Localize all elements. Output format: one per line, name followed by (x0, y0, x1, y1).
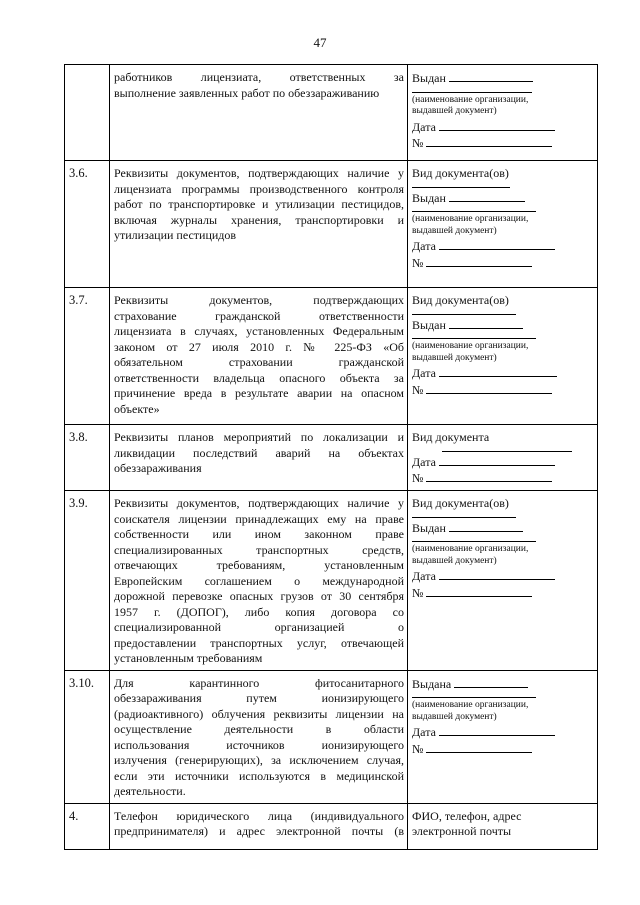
table-row (65, 491, 598, 671)
row-number (65, 65, 110, 161)
table-row (65, 65, 598, 161)
row-description: Реквизиты документов, подтверждающих наличие у соискателя лицензии принадлежащих ему на праве собственности или ином законном праве специализированных транспортных средств, отвечающих требованиям, установленным Европейским соглашением о международной дорожной перевозке опасных грузов от 30 сентября 1957 г. (ДОПОГ), либо копия договора со специализированной организацией о предоставлении транспортных услуг, отвечающей установленным требованиям (110, 491, 408, 671)
doc-type-field[interactable]: Вид документа(ов) (412, 293, 509, 307)
org-note: (наименование организации, выдавшей документ) (412, 214, 529, 236)
row-fields (408, 670, 598, 803)
blank-line (442, 446, 572, 452)
date-field[interactable]: Дата (412, 119, 594, 136)
row-number: 3.8. (65, 425, 110, 491)
row-fields (408, 288, 598, 425)
org-note: (наименование организации, выдавшей документ) (412, 544, 529, 566)
row-number: 4. (65, 803, 110, 849)
row-fields (408, 65, 598, 161)
row-description: Реквизиты документов, подтверждающих страхование гражданской ответственности лицензиата в случаях, установленных Федеральным законом от 27 июля 2010 г. № 225-ФЗ «Об обязательном страховании гражданской ответственности владельца опасного объекта за причинение вреда в результате аварии на опасном объекте» (110, 288, 408, 425)
contact-field-cont: электронной почты (412, 824, 512, 838)
table-row (65, 288, 598, 425)
number-field[interactable]: № (412, 470, 594, 487)
row-number: 3.9. (65, 491, 110, 671)
number-field[interactable]: № (412, 741, 594, 758)
doc-type-field[interactable]: Вид документа (412, 430, 490, 444)
row-description: Для карантинного фитосанитарного обеззараживания путем ионизирующего (радиоактивного) облучения реквизиты лицензии на осуществление деятельности в области использования источников ионизирующего излучения (генерирующих), за исключением случая, если эти источники используются в медицинской деятельности. (110, 670, 408, 803)
blank-line (412, 87, 532, 93)
blank-line (412, 333, 536, 339)
number-field[interactable]: № (412, 135, 594, 152)
issued-field[interactable]: Выдан (412, 190, 594, 207)
blank-line (412, 182, 510, 188)
blank-line (412, 309, 516, 315)
issued-field[interactable]: Выдан (412, 70, 594, 87)
table-row (65, 670, 598, 803)
row-fields (408, 425, 598, 491)
doc-type-field[interactable]: Вид документа(ов) (412, 496, 509, 510)
org-note: (наименование организации, выдавшей документ) (412, 700, 529, 722)
row-fields (408, 491, 598, 671)
row-description: Реквизиты документов, подтверждающих наличие у лицензиата программы производственного контроля работ по транспортировке и утилизации пестицидов, включая журналы хранения, транспортировки и утилизации пестицидов (110, 161, 408, 288)
date-field[interactable]: Дата (412, 365, 594, 382)
row-number: 3.10. (65, 670, 110, 803)
blank-line (412, 512, 516, 518)
blank-line (412, 206, 536, 212)
page-number: 47 (313, 35, 327, 50)
number-field[interactable]: № (412, 382, 594, 399)
org-note: (наименование организации, выдавшей документ) (412, 341, 529, 363)
number-field[interactable]: № (412, 255, 594, 272)
license-requirements-table (64, 64, 598, 850)
table-row (65, 803, 598, 849)
doc-type-field[interactable]: Вид документа(ов) (412, 166, 509, 180)
date-field[interactable]: Дата (412, 568, 594, 585)
issued-field[interactable]: Выдан (412, 520, 594, 537)
org-note: (наименование организации, выдавшей документ) (412, 94, 529, 116)
date-field[interactable]: Дата (412, 238, 594, 255)
row-number: 3.7. (65, 288, 110, 425)
issued-field[interactable]: Выдана (412, 676, 594, 693)
row-fields (408, 803, 598, 849)
table-row (65, 425, 598, 491)
blank-line (412, 536, 536, 542)
date-field[interactable]: Дата (412, 454, 594, 471)
contact-field[interactable]: ФИО, телефон, адрес (412, 808, 522, 823)
row-description: Реквизиты планов мероприятий по локализации и ликвидации последствий аварий на объектах обеззараживания (110, 425, 408, 491)
row-number: 3.6. (65, 161, 110, 288)
row-description: Телефон юридического лица (индивидуального предпринимателя) и адрес электронной почты (в (110, 803, 408, 849)
issued-field[interactable]: Выдан (412, 317, 594, 334)
row-description: работников лицензиата, ответственных за выполнение заявленных работ по обеззараживанию (110, 65, 408, 161)
table-row (65, 161, 598, 288)
date-field[interactable]: Дата (412, 724, 594, 741)
blank-line (412, 692, 536, 698)
row-fields (408, 161, 598, 288)
number-field[interactable]: № (412, 585, 594, 602)
